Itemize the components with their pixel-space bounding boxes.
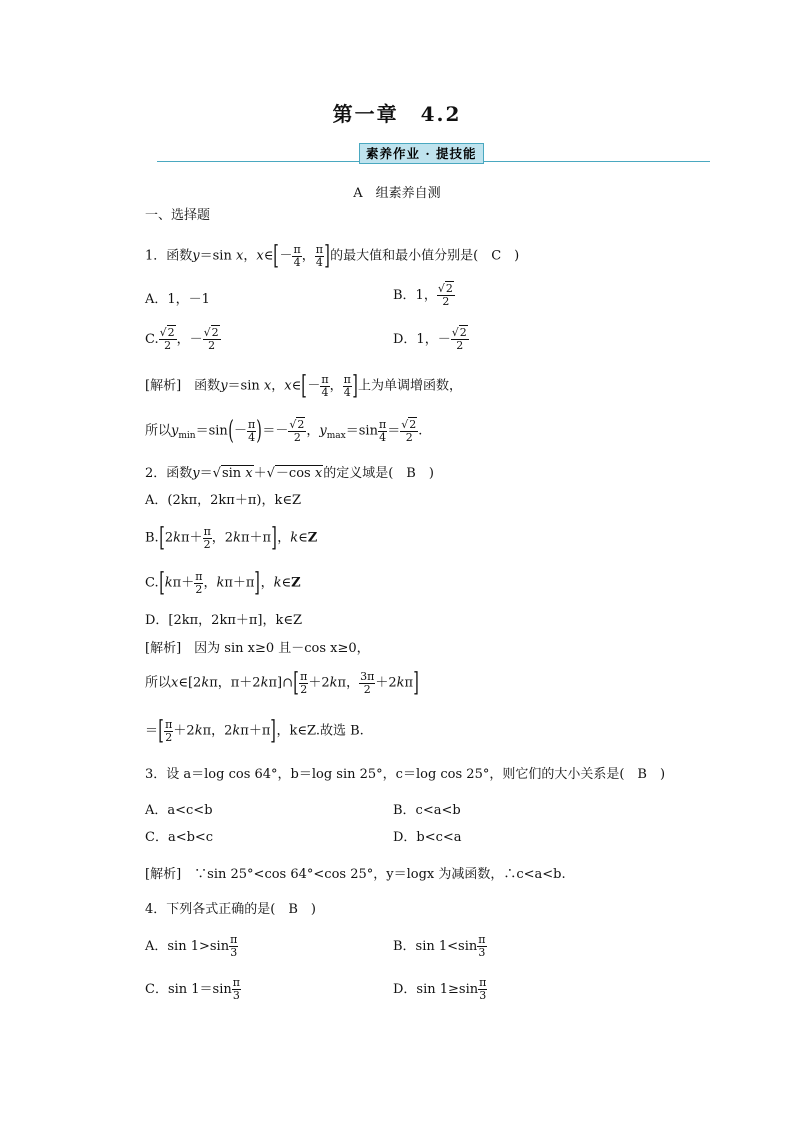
question-2-analysis-result: ＝[ $\frac{\pi}{2}$ ＋2kπ，2kπ＋π]，k∈Z.故选 B. [145,716,364,746]
question-3-stem: 3．设 a＝log cos 64°，b＝log sin 25°，c＝log cos 25°，则它们的大小关系是( B ) [145,767,666,782]
section-heading: 一、选择题 [145,208,211,223]
question-4-option-d: D．sin 1≥sin $\frac{\pi}{3}$ [393,976,487,1002]
question-1-analysis-result: 所以$y_{min}=\sin(-$ $\frac{\pi}{4}$ )＝－ $\frac{√2}{2}$ ，$y_{max}=\sin$ $\frac{\pi}{4}$ ＝ $\frac{√2}{2}$ . [145,416,423,446]
question-2-analysis: [解析] 因为 sin x≥0 且－cos x≥0， [145,641,370,656]
question-4-stem: 4．下列各式正确的是( B ) [145,902,316,917]
question-4-option-b: B．sin 1<sin $\frac{\pi}{3}$ [393,933,486,959]
question-2-option-c: C.[kπ＋ $\frac{\pi}{2}$ ，kπ＋π]，k∈Z [145,568,301,598]
question-4-option-a: A．sin 1>sin $\frac{\pi}{3}$ [145,933,238,959]
question-1-option-d: D．1，－ $\frac{√2}{2}$ [393,326,467,352]
question-2-stem: 2．函数y＝√sin x＋√－cos x的定义域是( B ) [145,466,434,481]
question-2-option-a: A．(2kπ，2kπ＋π)，k∈Z [145,493,301,508]
question-3-option-d: D．b<c<a [393,830,462,845]
question-4-option-c: C．sin 1＝sin $\frac{\pi}{3}$ [145,976,240,1002]
question-2-analysis-set: 所以x∈[2kπ，π＋2kπ]∩[ $\frac{\pi}{2}$ ＋2kπ， $\frac{3\pi}{2}$ ＋2kπ] [145,668,419,698]
section-banner: 素养作业 · 提技能 [359,143,484,164]
question-1-analysis: [解析] 函数y＝sin x，x∈[－ $\frac{\pi}{4}$ ， $\frac{\pi}{4}$ ]上为单调增函数， [145,371,463,401]
question-1-option-b: B．1， $\frac{√2}{2}$ [393,282,453,308]
question-1-option-c: C. $\frac{√2}{2}$ ，－ $\frac{√2}{2}$ [145,326,219,352]
question-1-option-a: A．1，－1 [145,292,210,307]
question-3-option-a: A．a<c<b [145,803,213,818]
group-heading: A 组素养自测 [353,186,441,201]
question-1-stem: 1．函数y＝sin x，x∈[－ $\frac{\pi}{4}$ ， $\frac{\pi}{4}$ ]的最大值和最小值分别是( C ) [145,241,520,271]
question-3-analysis: [解析] ∵sin 25°<cos 64°<cos 25°，y＝logx 为减函数，∴c<a<b. [145,867,566,882]
question-3-option-b: B．c<a<b [393,803,461,818]
question-3-option-c: C．a<b<c [145,830,214,845]
question-2-option-b: B.[2kπ＋ $\frac{\pi}{2}$ ，2kπ＋π]，k∈Z [145,523,318,553]
page-title: 第一章 4.2 [332,102,462,126]
question-2-option-d: D．[2kπ，2kπ＋π]，k∈Z [145,613,303,628]
